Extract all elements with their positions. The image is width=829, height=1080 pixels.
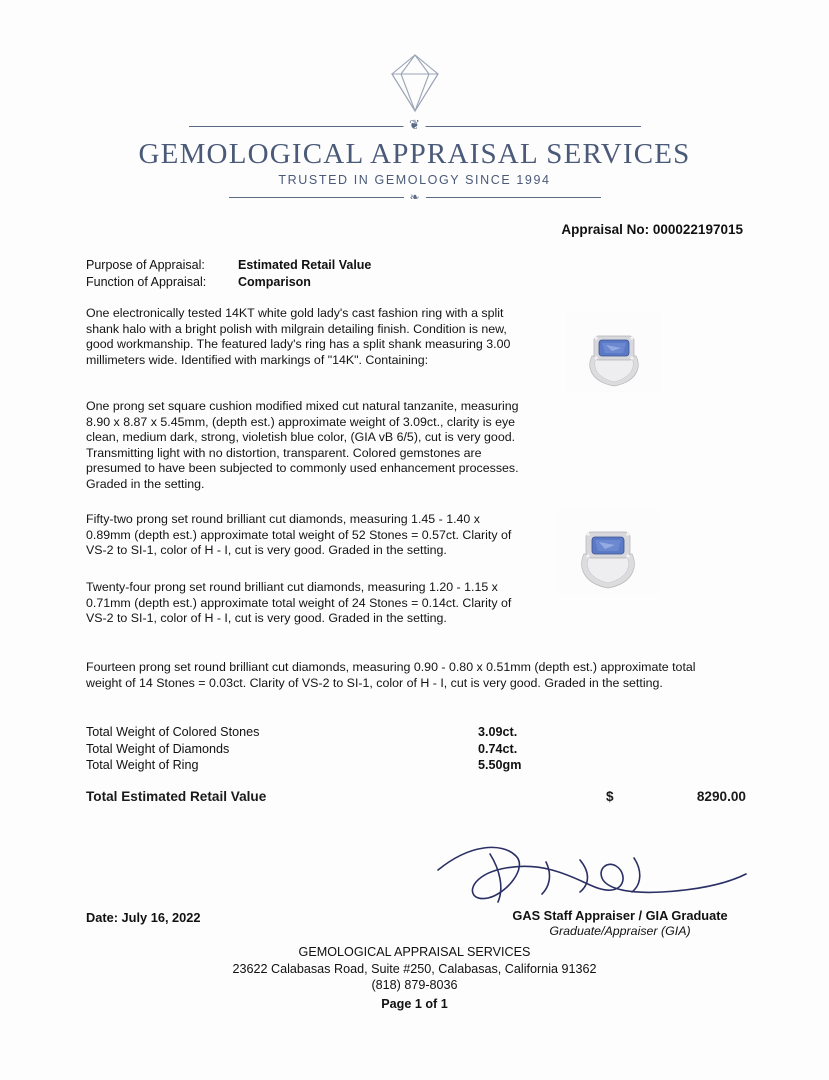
- function-row: [86, 274, 371, 291]
- flourish-bottom-icon: ❧: [403, 191, 425, 203]
- flourish-top-icon: ❦: [403, 120, 426, 132]
- description-paragraph-2: One prong set square cushion modified mixed cut natural tanzanite, measuring 8.90 x 8.87 x 5.45mm, (depth est.) approximate weight of 3.09ct., clarity is eye clean, medium dark, strong, violetish blue color, (GIA vB 6/5), cut is very good. Transmitting light with no distortion, transparent. Colored gemstones are presumed to have been subjected to commonly used enhancement processes. Graded in the setting.: [86, 399, 519, 491]
- page-number: Page 1 of 1: [381, 996, 448, 1011]
- document-header: [0, 52, 829, 205]
- header-rule-top: [189, 120, 641, 134]
- total-colored-stones-label: Total Weight of Colored Stones: [86, 725, 260, 739]
- totals-table: [86, 724, 556, 774]
- total-diamonds-label: Total Weight of Diamonds: [86, 741, 230, 756]
- grand-total-label: Total Estimated Retail Value: [86, 789, 267, 804]
- brand-title: GEMOLOGICAL APPRAISAL SERVICES: [138, 138, 691, 170]
- brand-tagline: TRUSTED IN GEMOLOGY SINCE 1994: [278, 173, 551, 187]
- signature-image: [430, 840, 750, 912]
- appraiser-subtitle: Graduate/Appraiser (GIA): [549, 924, 691, 938]
- footer-phone: (818) 879-8036: [371, 978, 458, 992]
- total-ring-weight-label: Total Weight of Ring: [86, 758, 199, 772]
- diamond-icon: [378, 52, 452, 114]
- function-value: Comparison: [238, 275, 311, 289]
- ring-photo-top: [566, 312, 662, 392]
- purpose-label: Purpose of Appraisal:: [86, 258, 205, 272]
- description-paragraph-3: Fifty-two prong set round brilliant cut diamonds, measuring 1.45 - 1.40 x 0.89mm (depth est.) approximate total weight of 52 Stones = 0.57ct. Clarity of VS-2 to SI-1, color of H - I, cut is very good. Graded in the setting.: [86, 512, 512, 558]
- description-paragraph-4: Twenty-four prong set round brilliant cut diamonds, measuring 1.20 - 1.15 x 0.71mm (depth est.) approximate total weight of 24 Stones = 0.14ct. Clarity of VS-2 to SI-1, color of H - I, cut is very good. Graded in the setting.: [86, 580, 512, 626]
- appraiser-title: GAS Staff Appraiser / GIA Graduate: [512, 908, 728, 923]
- description-paragraph-5: Fourteen prong set round brilliant cut diamonds, measuring 0.90 - 0.80 x 0.51mm (depth est.) approximate total weight of 14 Stones = 0.03ct. Clarity of VS-2 to SI-1, color of H - I, cut is very good. Graded in the setting.: [86, 660, 696, 690]
- table-row: [86, 724, 556, 741]
- grand-total-amount: 8290.00: [696, 789, 746, 804]
- appraisal-number: Appraisal No: 000022197015: [561, 222, 743, 237]
- function-label: Function of Appraisal:: [86, 275, 207, 289]
- document-footer: [0, 944, 829, 1012]
- purpose-value: Estimated Retail Value: [238, 258, 372, 272]
- purpose-row: [86, 257, 371, 274]
- table-row: [86, 741, 556, 758]
- appraiser-block: [470, 908, 770, 938]
- ring-photo-bottom: [556, 508, 660, 594]
- appraisal-date: Date: July 16, 2022: [86, 910, 201, 925]
- total-ring-weight-value: 5.50gm: [478, 758, 522, 772]
- table-row: [86, 757, 556, 774]
- currency-symbol: $: [606, 789, 614, 804]
- total-diamonds-value: 0.74ct.: [478, 741, 518, 756]
- grand-total-row: [86, 789, 746, 804]
- description-paragraph-1: One electronically tested 14KT white gold lady's cast fashion ring with a split shank halo with a bright polish with milgrain detailing finish. Condition is new, good workmanship. The featured lady's ring has a split shank measuring 3.00 millimeters wide. Identified with markings of "14K". Containing:: [86, 306, 511, 367]
- header-rule-bottom: [229, 191, 601, 205]
- footer-company: GEMOLOGICAL APPRAISAL SERVICES: [298, 945, 531, 959]
- appraisal-meta: [86, 257, 371, 291]
- footer-address: 23622 Calabasas Road, Suite #250, Calabasas, California 91362: [232, 961, 597, 976]
- total-colored-stones-value: 3.09ct.: [478, 725, 518, 739]
